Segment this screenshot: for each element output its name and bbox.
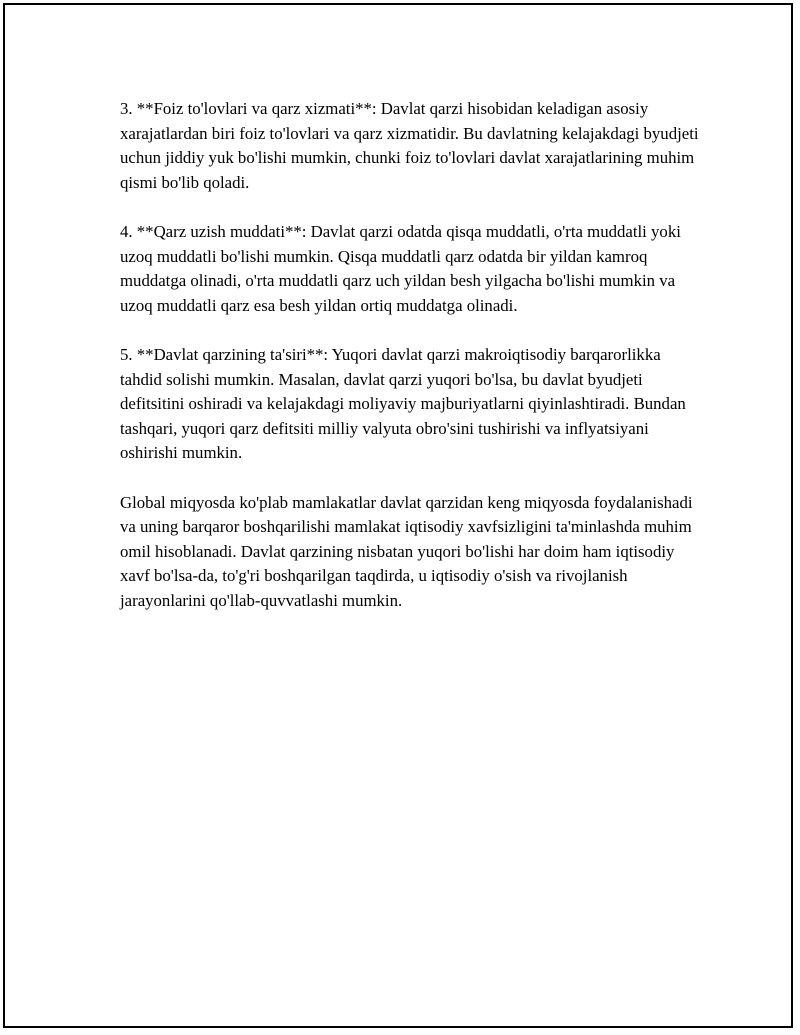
paragraph-debt-impact: 5. **Davlat qarzining ta'siri**: Yuqori davlat qarzi makroiqtisodiy barqarorlikka tahdid solishi mumkin. Masalan, davlat qarzi yuqori bo'lsa, bu davlat byudjeti defitsitini oshiradi va kelajakdagi moliyaviy majburiyatlarni qiyinlashtiradi. Bundan tashqari, yuqori qarz defitsiti milliy valyuta obro'sini tushirishi va inflyatsiyani oshirishi mumkin. — [120, 344, 686, 463]
page-frame — [3, 3, 793, 1028]
paragraph-interest-payments: 3. **Foiz to'lovlari va qarz xizmati**: Davlat qarzi hisobidan keladigan asosiy xarajatlardan biri foiz to'lovlari va qarz xizmatidir. Bu davlatning kelajakdagi byudjeti uchun jiddiy yuk bo'lishi mumkin, chunki foiz to'lovlari davlat xarajatlarining muhim qismi bo'lib qoladi. — [120, 99, 699, 192]
paragraph-repayment-term: 4. **Qarz uzish muddati**: Davlat qarzi odatda qisqa muddatli, o'rta muddatli yoki uzoq muddatli bo'lishi mumkin. Qisqa muddatli qarz odatda bir yildan kamroq muddatga olinadi, o'rta muddatli qarz uch yildan besh yilgacha bo'lishi mumkin va uzoq muddatli qarz esa besh yildan ortiq muddatga olinadi. — [120, 221, 681, 315]
document-body — [120, 97, 705, 613]
paragraph-global-conclusion: Global miqyosda ko'plab mamlakatlar davlat qarzidan keng miqyosda foydalanishadi va uning barqaror boshqarilishi mamlakat iqtisodiy xavfsizligini ta'minlashda muhim omil hisoblanadi. Davlat qarzining nisbatan yuqori bo'lishi har doim ham iqtisodiy xavf bo'lsa-da, to'g'ri boshqarilgan taqdirda, u iqtisodiy o'sish va rivojlanish jarayonlarini qo'llab-quvvatlashi mumkin. — [120, 492, 693, 610]
